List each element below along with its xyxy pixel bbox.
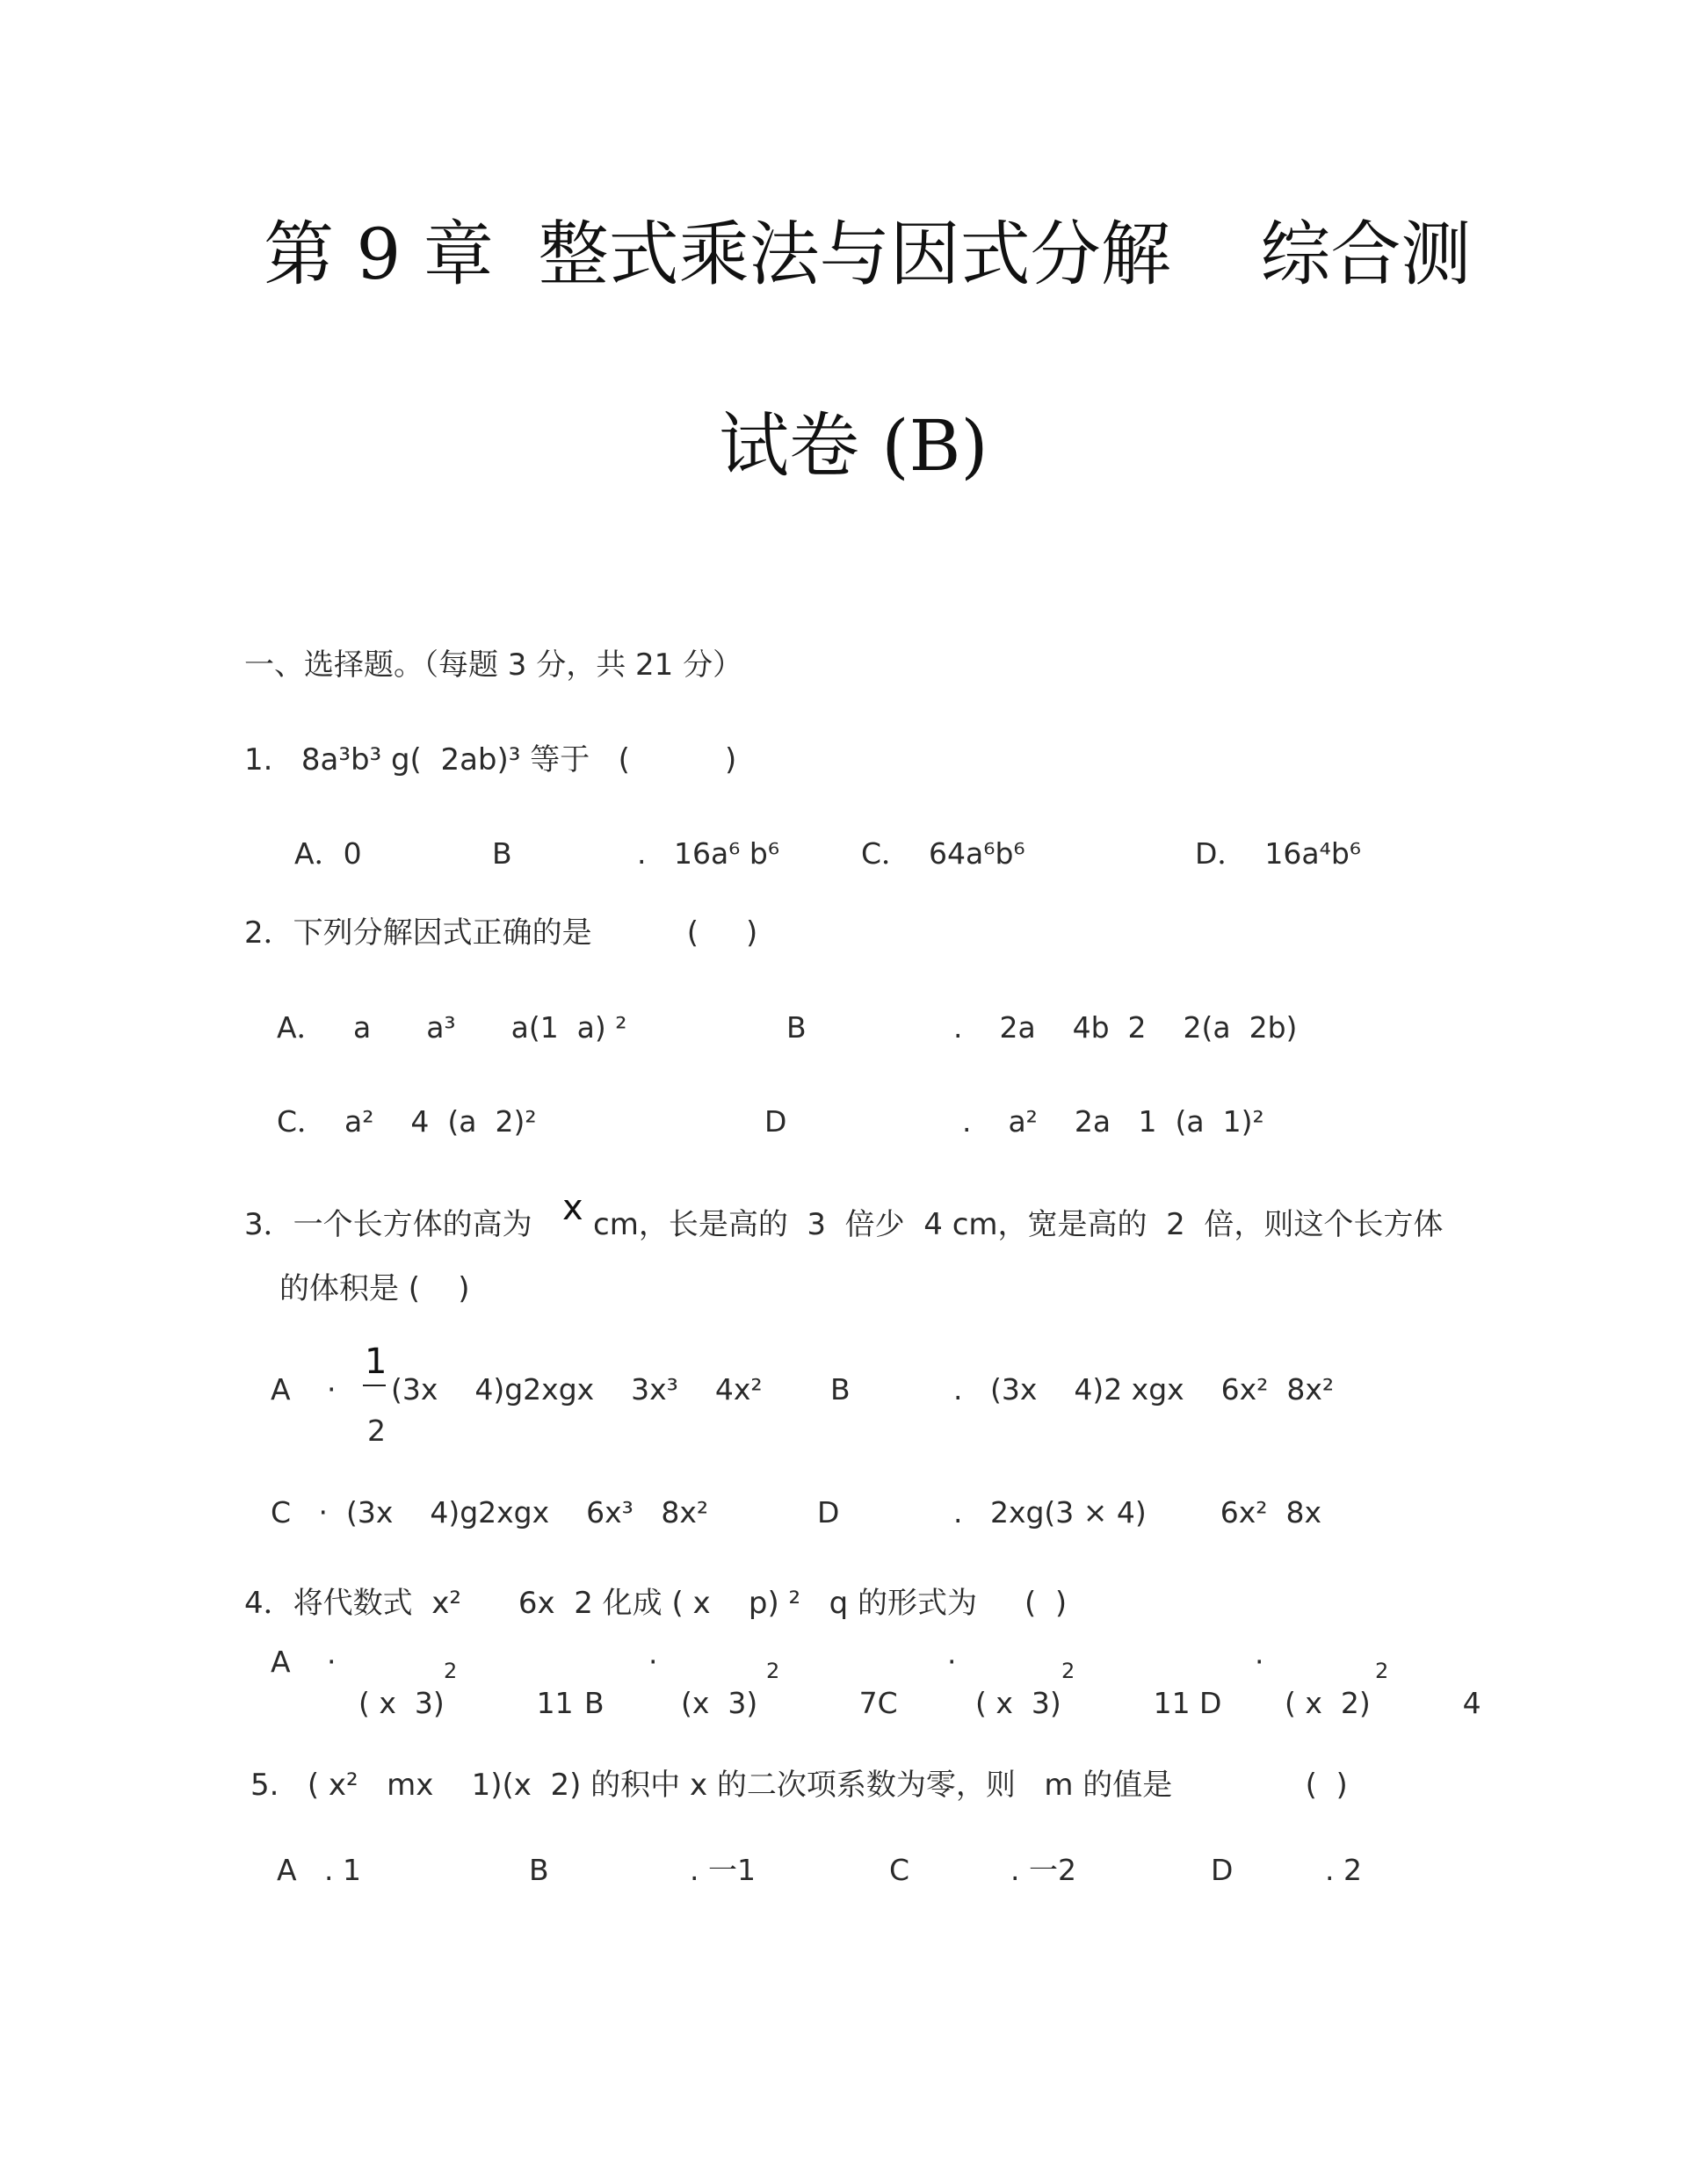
q2-stem: 2．下列分解因式正确的是 ( ) — [244, 915, 758, 951]
q4-option-b-label: B — [584, 1686, 605, 1720]
q4-option-d-exponent: 2 — [1375, 1659, 1389, 1683]
q3-option-b-value: . (3x 4)2 xgx 6x² 8x² — [953, 1372, 1335, 1407]
q2-option-d-label: D — [764, 1104, 787, 1139]
q3-option-d-label: D — [817, 1495, 840, 1530]
q2-option-c: C． a² 4 (a 2)² — [277, 1104, 537, 1139]
q1-stem: 1. 8a³b³ g( 2ab)³ 等于 ( ) — [244, 742, 737, 777]
q3-option-a-label: A — [271, 1372, 291, 1407]
q5-option-c-value: . 一2 — [1010, 1853, 1076, 1887]
page-title-line1: 第 9 章 整式乘法与因式分解 综合测 — [264, 213, 1472, 295]
q4-stem: 4．将代数式 x² 6x 2 化成 ( x p) ² q 的形式为 ( ) — [244, 1586, 1068, 1621]
q3-fraction-bar — [363, 1385, 386, 1386]
q3-option-a-value: (3x 4)g2xgx 3x³ 4x² — [391, 1372, 763, 1407]
q3-stem-part2: cm，长是高的 3 倍少 4 cm，宽是高的 2 倍，则这个长方体 — [593, 1207, 1444, 1242]
q4-option-d-dot: · — [1255, 1645, 1264, 1679]
page-title-line2: 试卷 (B) — [719, 405, 988, 487]
q5-option-a: A . 1 — [277, 1853, 362, 1887]
q1-option-c: C． 64a⁶b⁶ — [861, 836, 1025, 871]
q1-option-a: A．0 — [294, 836, 362, 871]
q3-option-b-label: B — [830, 1372, 851, 1407]
q3-variable-x: x — [562, 1188, 583, 1228]
q4-option-b-dot: · — [648, 1645, 658, 1679]
q4-option-c-dot: · — [947, 1645, 957, 1679]
q1-option-b-label: B — [492, 836, 512, 871]
q5-option-d-label: D — [1211, 1853, 1234, 1887]
q4-option-a-value: ( x 3) 11 — [358, 1686, 574, 1720]
q2-option-b-label: B — [786, 1010, 807, 1045]
q1-option-d: D． 16a⁴b⁶ — [1195, 836, 1362, 871]
q2-option-d-value: . a² 2a 1 (a 1)² — [962, 1104, 1264, 1139]
q5-option-b-value: . 一1 — [690, 1853, 756, 1887]
q3-option-c: C · (3x 4)g2xgx 6x³ 8x² — [271, 1495, 709, 1530]
q3-stem-part3: 的体积是 ( ) — [279, 1271, 470, 1306]
q4-option-b-exponent: 2 — [766, 1659, 780, 1683]
q5-stem: 5. ( x² mx 1)(x 2) 的积中 x 的二次项系数为零，则 m 的值是 ( ) — [250, 1768, 1348, 1803]
q5-option-d-value: . 2 — [1325, 1853, 1362, 1887]
q3-fraction-numerator: 1 — [365, 1341, 387, 1382]
q3-fraction-denominator: 2 — [367, 1414, 386, 1448]
q4-option-d-value: ( x 2) 4 — [1285, 1686, 1481, 1720]
q3-option-a-dot: · — [327, 1372, 337, 1407]
q4-option-c-value: ( x 3) 11 — [975, 1686, 1191, 1720]
q4-option-a-label: A — [271, 1645, 291, 1679]
q4-option-b-value: (x 3) 7C — [681, 1686, 898, 1720]
q4-option-a-exponent: 2 — [444, 1659, 458, 1683]
q5-option-b-label: B — [529, 1853, 549, 1887]
q2-option-b-value: . 2a 4b 2 2(a 2b) — [953, 1010, 1298, 1045]
q4-option-c-exponent: 2 — [1061, 1659, 1075, 1683]
q3-stem-part1: 3．一个长方体的高为 — [244, 1207, 532, 1242]
q2-option-a: A． a a³ a(1 a) ² — [277, 1010, 627, 1045]
section-heading: 一、选择题。（每题 3 分，共 21 分） — [244, 647, 743, 683]
q1-option-b-value: . 16a⁶ b⁶ — [637, 836, 780, 871]
q3-option-d-value: . 2xg(3 × 4) 6x² 8x — [953, 1495, 1321, 1530]
q4-option-a-dot: · — [327, 1645, 337, 1679]
q5-option-c-label: C — [889, 1853, 910, 1887]
q4-option-d-label: D — [1199, 1686, 1222, 1720]
